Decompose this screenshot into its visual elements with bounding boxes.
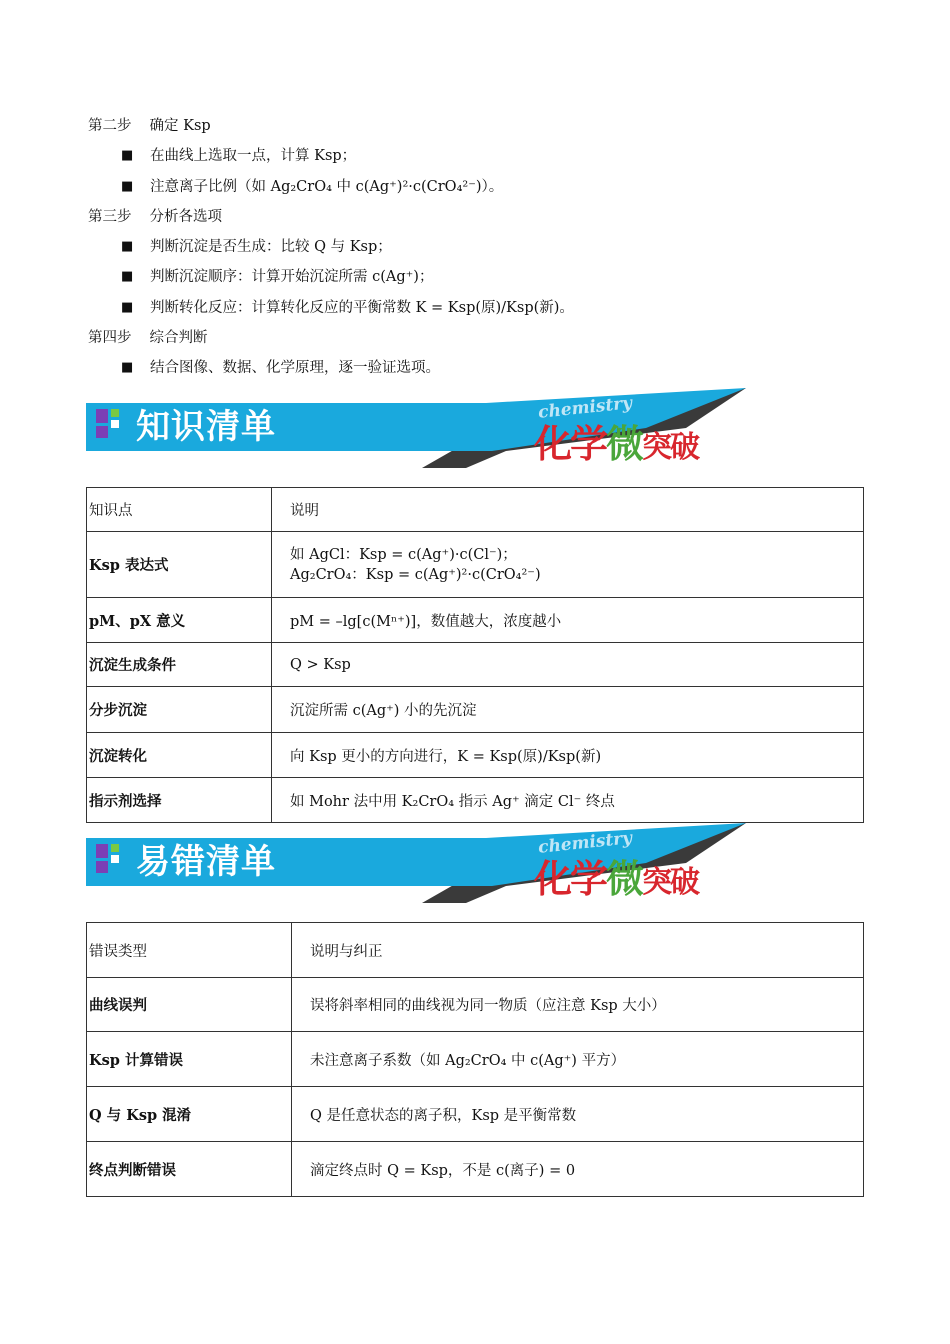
step3-item-1: 判断沉淀是否生成：比较 Q 与 Ksp； [150, 239, 392, 255]
purple-square-icon [96, 844, 108, 858]
header-cell: 错误类型 [87, 923, 292, 978]
white-square-icon [111, 855, 119, 863]
row-key: 沉淀生成条件 [87, 643, 272, 687]
table-header-row [87, 923, 864, 978]
row-key: pM、pX 意义 [87, 598, 272, 643]
bullet-icon: ■ [121, 239, 134, 254]
table-row [87, 778, 864, 823]
row-value: 向 Ksp 更小的方向进行，K = Ksp(原)/Ksp(新) [272, 733, 864, 778]
step2-item-1: 在曲线上选取一点，计算 Ksp； [150, 148, 357, 164]
errors-banner [86, 823, 746, 903]
purple-square-icon [96, 409, 108, 423]
table-row [87, 687, 864, 733]
table-row [87, 1142, 864, 1197]
knowledge-table [86, 487, 864, 823]
bullet-icon: ■ [121, 300, 134, 315]
step2-label: 第二步 [88, 118, 132, 134]
step4-title: 综合判断 [149, 330, 208, 346]
row-value: 如 Mohr 法中用 K₂CrO₄ 指示 Ag⁺ 滴定 Cl⁻ 终点 [272, 778, 864, 823]
chemistry-logo-text: chemistry [537, 828, 634, 858]
purple-square-icon [96, 426, 108, 438]
row-value: 未注意离子系数（如 Ag₂CrO₄ 中 c(Ag⁺) 平方） [292, 1032, 864, 1087]
step3-item-3: 判断转化反应：计算转化反应的平衡常数 K = Ksp(原)/Ksp(新)。 [150, 300, 574, 316]
step3-label: 第三步 [88, 209, 132, 225]
row-key: Ksp 计算错误 [87, 1032, 292, 1087]
table-row [87, 1032, 864, 1087]
step4-heading [88, 328, 208, 348]
row-value: 沉淀所需 c(Ag⁺) 小的先沉淀 [272, 687, 864, 733]
step4-label: 第四步 [88, 330, 132, 346]
table-row [87, 978, 864, 1032]
brand-logo: 化学微突破 [534, 422, 699, 466]
bullet-icon: ■ [121, 179, 134, 194]
brand-logo: 化学微突破 [534, 857, 699, 901]
header-cell: 知识点 [87, 488, 272, 532]
row-key: 分步沉淀 [87, 687, 272, 733]
knowledge-banner [86, 388, 746, 468]
header-cell: 说明与纠正 [292, 923, 864, 978]
step3-heading [88, 207, 222, 227]
green-square-icon [111, 844, 119, 852]
step3-title: 分析各选项 [149, 209, 222, 225]
row-value: pM = –lg[c(Mⁿ⁺)]，数值越大，浓度越小 [272, 598, 864, 643]
chemistry-logo-text: chemistry [537, 393, 634, 423]
banner-title: 易错清单 [136, 842, 276, 882]
row-value: 如 AgCl：Ksp = c(Ag⁺)·c(Cl⁻)； Ag₂CrO₄：Ksp = c(Ag⁺)²·c(CrO₄²⁻) [272, 532, 864, 598]
row-value: Q 是任意状态的离子积，Ksp 是平衡常数 [292, 1087, 864, 1142]
header-cell: 说明 [272, 488, 864, 532]
table-row [87, 733, 864, 778]
table-row [87, 643, 864, 687]
step2-heading [88, 116, 211, 136]
row-value: Q > Ksp [272, 643, 864, 687]
row-key: 终点判断错误 [87, 1142, 292, 1197]
row-value: 误将斜率相同的曲线视为同一物质（应注意 Ksp 大小） [292, 978, 864, 1032]
row-key: 指示剂选择 [87, 778, 272, 823]
green-square-icon [111, 409, 119, 417]
step2-title: 确定 Ksp [149, 118, 211, 134]
step3-item-2: 判断沉淀顺序：计算开始沉淀所需 c(Ag⁺)； [150, 269, 434, 285]
row-key: Q 与 Ksp 混淆 [87, 1087, 292, 1142]
row-key: Ksp 表达式 [87, 532, 272, 598]
table-row [87, 532, 864, 598]
row-key: 曲线误判 [87, 978, 292, 1032]
errors-table [86, 922, 864, 1197]
row-key: 沉淀转化 [87, 733, 272, 778]
bullet-icon: ■ [121, 148, 134, 163]
table-row [87, 598, 864, 643]
white-square-icon [111, 420, 119, 428]
step2-item-2: 注意离子比例（如 Ag₂CrO₄ 中 c(Ag⁺)²·c(CrO₄²⁻)）。 [150, 179, 504, 195]
table-header-row [87, 488, 864, 532]
bullet-icon: ■ [121, 269, 134, 284]
step4-item-1: 结合图像、数据、化学原理，逐一验证选项。 [150, 360, 440, 376]
table-row [87, 1087, 864, 1142]
banner-title: 知识清单 [136, 407, 276, 447]
purple-square-icon [96, 861, 108, 873]
row-value: 滴定终点时 Q = Ksp，不是 c(离子) = 0 [292, 1142, 864, 1197]
bullet-icon: ■ [121, 360, 134, 375]
